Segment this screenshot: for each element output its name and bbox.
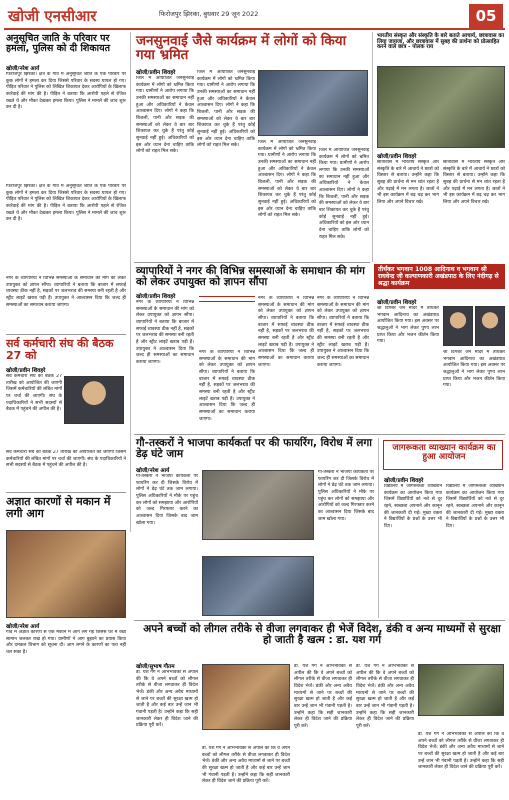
person-photo-1 — [443, 306, 473, 346]
story-8-body: गौ-तस्करों ने भाजपा कार्यकर्ता पर फायरिंग कर दी जिसके विरोध में लोगों ने डेढ़ घंटे तक जाम लगाया। पुलिस अधिकारियों ने मौके पर पहुंच कर लोगों को समझाया और आरोपियों को जल्द गिरफ्तार करने का आश्वासन दिया जिसके बाद जाम खोला गया। — [136, 474, 198, 526]
public-hearing-photo — [258, 70, 368, 136]
story-5-body: सर्व कर्मचारी संघ की बैठक 27 तारीख को आयोजित की जाएगी जिसमें कर्मचारियों की लंबित मांगों पर चर्चा की जाएगी। संघ के पदाधिकारियों ने सभी सदस्यों से बैठक में पहुंचने की अपील की है। — [6, 374, 62, 413]
story-4-body-col4: नगर के व्यापारियों ने विभिन्न समस्याओं के समाधान की मांग को लेकर उपायुक्त को ज्ञापन सौंपा। व्यापारियों ने बताया कि बाजार में सफाई व्यवस्था ठीक नहीं है, सड़कों पर जलभराव की समस्या बनी रहती है और स्ट्रीट लाइटें खराब पड़ी हैं। उपायुक्त ने आश्वासन दिया कि जल्द ही समस्याओं का समाधान कराया जाएगा। — [317, 296, 369, 368]
story-1-tail: नगर के व्यापारियों ने विभिन्न समस्याओं के समाधान की मांग को लेकर उपायुक्त को ज्ञापन सौंपा। व्यापारियों ने बताया कि बाजार में सफाई व्यवस्था ठीक नहीं है, सड़कों पर जलभराव की समस्या बनी रहती है और स्ट्रीट लाइटें खराब पड़ी हैं। उपायुक्त ने आश्वासन दिया कि जल्द ही समस्याओं का समाधान कराया जाएगा। — [6, 276, 126, 308]
story-10-body-col4: डा. यश गर्ग ने अभिभावकों से अपील की कि वे अपने बच्चों को लीगल तरीके से वीजा लगवाकर ही विदेश भेजें। डंकी और अन्य अवैध माध्यमों से जाने पर बच्चों की सुरक्षा खत्म हो जाती है और कई बार उन्हें जान भी गंवानी पड़ती है। उन्होंने कहा कि सही जानकारी लेकर ही विदेश जाने की प्रक्रिया पूरी करें। — [356, 664, 414, 729]
story-10-body-col3: डा. यश गर्ग ने अभिभावकों से अपील की कि वे अपने बच्चों को लीगल तरीके से वीजा लगवाकर ही विदेश भेजें। डंकी और अन्य अवैध माध्यमों से जाने पर बच्चों की सुरक्षा खत्म हो जाती है और कई बार उन्हें जान भी गंवानी पड़ती है। उन्होंने कहा कि सही जानकारी लेकर ही विदेश जाने की प्रक्रिया पूरी करें। — [294, 664, 352, 729]
newspaper-title: खोजी एनसीआर — [8, 7, 97, 25]
divider — [6, 334, 126, 335]
story-1-body-continued: फिरोजपुर झिरका। क्षेत्र के गांव में अनुसूचित जाति के एक परिवार पर कुछ लोगों ने हमला कर दिया जिससे परिवार के सदस्य घायल हो गए। पीड़ित परिवार ने पुलिस को लिखित शिकायत देकर आरोपियों के खिलाफ कार्रवाई की मांग की है। पीड़ित ने बताया कि आरोपी पहले से रंजिश रखते थे और मौका देखकर हमला किया। पुलिस ने मामले की जांच शुरू कर दी है। — [6, 184, 126, 223]
story-2-body: जिले में आयोजित जनसुनवाई कार्यक्रम में लोगों को भ्रमित किया गया। ग्रामीणों ने आरोप लगाया कि उनकी समस्याओं का समाधान नहीं हुआ और अधिकारियों ने केवल आश्वासन दिए। लोगों ने कहा कि बिजली, पानी और सड़क की समस्याओं को लेकर वे बार बार शिकायत कर चुके हैं परंतु कोई सुनवाई नहीं हुई। अधिकारियों को इस ओर ध्यान देना चाहिए ताकि लोगों को राहत मिल सके। — [136, 76, 194, 155]
pull-quote — [199, 296, 255, 302]
story-4-body-col3: नगर के व्यापारियों ने विभिन्न समस्याओं के समाधान की मांग को लेकर उपायुक्त को ज्ञापन सौंपा। व्यापारियों ने बताया कि बाजार में सफाई व्यवस्था ठीक नहीं है, सड़कों पर जलभराव की समस्या बनी रहती है और स्ट्रीट लाइटें खराब पड़ी हैं। उपायुक्त ने आश्वासन दिया कि जल्द ही समस्याओं का समाधान कराया जाएगा। — [258, 296, 314, 368]
masthead — [4, 4, 505, 30]
story-1-headline: अनुसूचित जाति के परिवार पर हमला, पुलिस को दी शिकायत — [6, 33, 111, 54]
story-10-headline: अपने बच्चों को लीगल तरीके से वीजा लगवाकर ही भेजें विदेश, डंकी व अन्य माध्यमों से सुरक्षा हो जाती है खत्म : डा. यश गर्ग — [143, 623, 501, 647]
divider — [6, 492, 126, 493]
story-4-headline: व्यापारियों ने नगर की विभिन्न समस्याओं के समाधान की मांग को लेकर उपायुक्त को ज्ञापन सौंपा — [136, 265, 365, 289]
story-6-byline: खोजी/प्रवीन शिवहरे — [377, 300, 417, 306]
protest-photo — [202, 470, 314, 540]
story-2-body-col2: जिले में आयोजित जनसुनवाई कार्यक्रम में लोगों को भ्रमित किया गया। ग्रामीणों ने आरोप लगाया कि उनकी समस्याओं का समाधान नहीं हुआ और अधिकारियों ने केवल आश्वासन दिए। लोगों ने कहा कि बिजली, पानी और सड़क की समस्याओं को लेकर वे बार बार शिकायत कर चुके हैं परंतु कोई सुनवाई नहीं हुई। अधिकारियों को इस ओर ध्यान देना चाहिए ताकि लोगों को राहत मिल सके। — [197, 70, 255, 149]
story-10-body-col2: डा. यश गर्ग ने अभिभावकों से अपील की कि वे अपने बच्चों को लीगल तरीके से वीजा लगवाकर ही विदेश भेजें। डंकी और अन्य अवैध माध्यमों से जाने पर बच्चों की सुरक्षा खत्म हो जाती है और कई बार उन्हें जान भी गंवानी पड़ती है। उन्होंने कहा कि सही जानकारी लेकर ही विदेश जाने की प्रक्रिया पूरी करें। — [202, 746, 290, 785]
story-5-byline: खोजी/प्रवीन शिवहरे — [6, 368, 46, 374]
story-2-body-col4: जिले में आयोजित जनसुनवाई कार्यक्रम में लोगों को भ्रमित किया गया। ग्रामीणों ने आरोप लगाया कि उनकी समस्याओं का समाधान नहीं हुआ और अधिकारियों ने केवल आश्वासन दिए। लोगों ने कहा कि बिजली, पानी और सड़क की समस्याओं को लेकर वे बार बार शिकायत कर चुके हैं परंतु कोई सुनवाई नहीं हुई। अधिकारियों को इस ओर ध्यान देना चाहिए ताकि लोगों को राहत मिल सके। — [319, 148, 369, 240]
story-3-byline: खोजी/प्रवीन शिवहरे — [377, 154, 417, 160]
story-5-body-continued: सर्व कर्मचारी संघ की बैठक 27 तारीख को आयोजित की जाएगी जिसमें कर्मचारियों की लंबित मांगों पर चर्चा की जाएगी। संघ के पदाधिकारियों ने सभी सदस्यों से बैठक में पहुंचने की अपील की है। — [6, 450, 126, 469]
page-number: 05 — [469, 4, 503, 28]
column-divider — [130, 32, 131, 532]
story-3-body: छात्रावास में भारतीय संस्कृत और संस्कृति के बारे में आचार्य ने छात्रों को विस्तार से बताया। उन्होंने कहा कि सुबह की प्रार्थना से मन शांत रहता है और पढ़ाई में मन लगता है। छात्रों ने भी इस कार्यक्रम में बढ़ चढ़ कर भाग लिया और अपने विचार रखे। — [377, 160, 439, 205]
story-7-byline: खोजी/नरेश आर्य — [6, 624, 40, 630]
fire-house-photo — [6, 530, 126, 618]
story-6-headline: तीर्थंकर भगवान 1008 आदिनाथ व भगवान श्री राघवेन्द्र जी कल्याणकारी अखंडपाठ के लिए नंदीगढ़ से श्रद्धा कार्यक्रम — [374, 264, 505, 289]
divider — [134, 434, 505, 435]
crowd-photo — [202, 556, 314, 616]
story-2-body-col3: जिले में आयोजित जनसुनवाई कार्यक्रम में लोगों को भ्रमित किया गया। ग्रामीणों ने आरोप लगाया कि उनकी समस्याओं का समाधान नहीं हुआ और अधिकारियों ने केवल आश्वासन दिए। लोगों ने कहा कि बिजली, पानी और सड़क की समस्याओं को लेकर वे बार बार शिकायत कर चुके हैं परंतु कोई सुनवाई नहीं हुई। अधिकारियों को इस ओर ध्यान देना चाहिए ताकि लोगों को राहत मिल सके। — [258, 140, 316, 219]
story-6-body: श्री दिगंबर जैन मंदिर में तीर्थंकर भगवान आदिनाथ का अखंडपाठ आयोजित किया गया। इस अवसर पर श्रद्धालुओं ने भाग लेकर पुण्य लाभ प्राप्त किया और भजन कीर्तन किया गया। — [377, 306, 439, 345]
divider — [134, 262, 370, 263]
story-8-byline: खोजी/नरेश आर्य — [136, 468, 170, 474]
story-2-byline: खोजी/प्रवीन शिवहरे — [136, 70, 176, 76]
story-4-byline: खोजी/प्रवीन शिवहरे — [136, 294, 176, 300]
story-7-body: गांव में अज्ञात कारणों से एक मकान में आग लग गई जिससे घर में रखा सामान जलकर राख हो गया। ग्रामीणों ने आग बुझाने का प्रयास किया और दमकल विभाग को सूचना दी। आग लगने के कारणों का पता नहीं चल सका है। — [6, 630, 126, 655]
story-10-body: डा. यश गर्ग ने अभिभावकों से अपील की कि वे अपने बच्चों को लीगल तरीके से वीजा लगवाकर ही विदेश भेजें। डंकी और अन्य अवैध माध्यमों से जाने पर बच्चों की सुरक्षा खत्म हो जाती है और कई बार उन्हें जान भी गंवानी पड़ती है। उन्होंने कहा कि सही जानकारी लेकर ही विदेश जाने की प्रक्रिया पूरी करें। — [136, 670, 198, 729]
story-9-body: विद्यालय में जागरूकता व्याख्यान कार्यक्रम का आयोजन किया गया जिसमें विद्यार्थियों को नशे से दूर रहने, स्वच्छता अपनाने और कानून की जानकारी दी गई। मुख्य वक्ता ने विद्यार्थियों के प्रश्नों के उत्तर भी दिए। — [384, 484, 442, 529]
story-10-body-col5: डा. यश गर्ग ने अभिभावकों से अपील की कि वे अपने बच्चों को लीगल तरीके से वीजा लगवाकर ही विदेश भेजें। डंकी और अन्य अवैध माध्यमों से जाने पर बच्चों की सुरक्षा खत्म हो जाती है और कई बार उन्हें जान भी गंवानी पड़ती है। उन्होंने कहा कि सही जानकारी लेकर ही विदेश जाने की प्रक्रिया पूरी करें। — [418, 732, 504, 771]
divider — [134, 620, 505, 621]
speaker-photo — [202, 664, 290, 730]
story-3-headline: भारतीय संस्कृत और संस्कृति के बारे बताते आचार्य, छात्रावास का लिया जायजा, और छात्रावास में सुबह की प्रार्थना को प्रोत्साहित करने वाले छात्र - पोलक राय — [377, 33, 504, 51]
story-5-headline: सर्व कर्मचारी संघ की बैठक 27 को — [6, 337, 114, 362]
issue-date: फिरोजपुर झिरका, बुधवार 29 जून 2022 — [159, 10, 259, 18]
story-1-byline: खोजी/नरेश आर्य — [6, 66, 40, 72]
story-9-body-col2: विद्यालय में जागरूकता व्याख्यान कार्यक्रम का आयोजन किया गया जिसमें विद्यार्थियों को नशे से दूर रहने, स्वच्छता अपनाने और कानून की जानकारी दी गई। मुख्य वक्ता ने विद्यार्थियों के प्रश्नों के उत्तर भी दिए। — [446, 484, 504, 529]
column-divider — [378, 438, 379, 618]
hostel-photo — [377, 66, 505, 148]
meeting-photo — [418, 664, 504, 716]
story-4-body: नगर के व्यापारियों ने विभिन्न समस्याओं के समाधान की मांग को लेकर उपायुक्त को ज्ञापन सौंपा। व्यापारियों ने बताया कि बाजार में सफाई व्यवस्था ठीक नहीं है, सड़कों पर जलभराव की समस्या बनी रहती है और स्ट्रीट लाइटें खराब पड़ी हैं। उपायुक्त ने आश्वासन दिया कि जल्द ही समस्याओं का समाधान कराया जाएगा। — [136, 300, 194, 365]
column-divider — [372, 32, 373, 262]
story-8-headline: गौ-तस्करों ने भाजपा कार्यकर्ता पर की फायरिंग, विरोध में लगा डेढ़ घंटे जाम — [136, 437, 372, 461]
story-9-byline: खोजी/प्रवीन शिवहरे — [384, 478, 424, 484]
person-photo-2 — [475, 306, 505, 346]
story-2-headline: जनसुनवाई जैसे कार्यक्रम में लोगों को किया गया भ्रमित — [136, 33, 347, 64]
story-6-body-col2: श्री दिगंबर जैन मंदिर में तीर्थंकर भगवान आदिनाथ का अखंडपाठ आयोजित किया गया। इस अवसर पर श्रद्धालुओं ने भाग लेकर पुण्य लाभ प्राप्त किया और भजन कीर्तन किया गया। — [443, 350, 505, 389]
story-4-body-col2: नगर के व्यापारियों ने विभिन्न समस्याओं के समाधान की मांग को लेकर उपायुक्त को ज्ञापन सौंपा। व्यापारियों ने बताया कि बाजार में सफाई व्यवस्था ठीक नहीं है, सड़कों पर जलभराव की समस्या बनी रहती है और स्ट्रीट लाइटें खराब पड़ी हैं। उपायुक्त ने आश्वासन दिया कि जल्द ही समस्याओं का समाधान कराया जाएगा। — [199, 350, 255, 422]
story-1-body: फिरोजपुर झिरका। क्षेत्र के गांव में अनुसूचित जाति के एक परिवार पर कुछ लोगों ने हमला कर दिया जिससे परिवार के सदस्य घायल हो गए। पीड़ित परिवार ने पुलिस को लिखित शिकायत देकर आरोपियों के खिलाफ कार्रवाई की मांग की है। पीड़ित ने बताया कि आरोपी पहले से रंजिश रखते थे और मौका देखकर हमला किया। पुलिस ने मामले की जांच शुरू कर दी है। — [6, 72, 126, 111]
story-8-body-col2: गौ-तस्करों ने भाजपा कार्यकर्ता पर फायरिंग कर दी जिसके विरोध में लोगों ने डेढ़ घंटे तक जाम लगाया। पुलिस अधिकारियों ने मौके पर पहुंच कर लोगों को समझाया और आरोपियों को जल्द गिरफ्तार करने का आश्वासन दिया जिसके बाद जाम खोला गया। — [318, 470, 374, 522]
story-9-headline: जागरूकता व्याख्यान कार्यक्रम का हुआ आयोजन — [392, 443, 496, 462]
story-7-headline: अज्ञात कारणों से मकान में लगी आग — [6, 495, 111, 520]
story-10-byline: खोजी/सुभाष गौतम — [136, 664, 175, 670]
story-3-body-col2: छात्रावास में भारतीय संस्कृत और संस्कृति के बारे में आचार्य ने छात्रों को विस्तार से बताया। उन्होंने कहा कि सुबह की प्रार्थना से मन शांत रहता है और पढ़ाई में मन लगता है। छात्रों ने भी इस कार्यक्रम में बढ़ चढ़ कर भाग लिया और अपने विचार रखे। — [443, 160, 505, 205]
person-photo — [64, 376, 124, 424]
